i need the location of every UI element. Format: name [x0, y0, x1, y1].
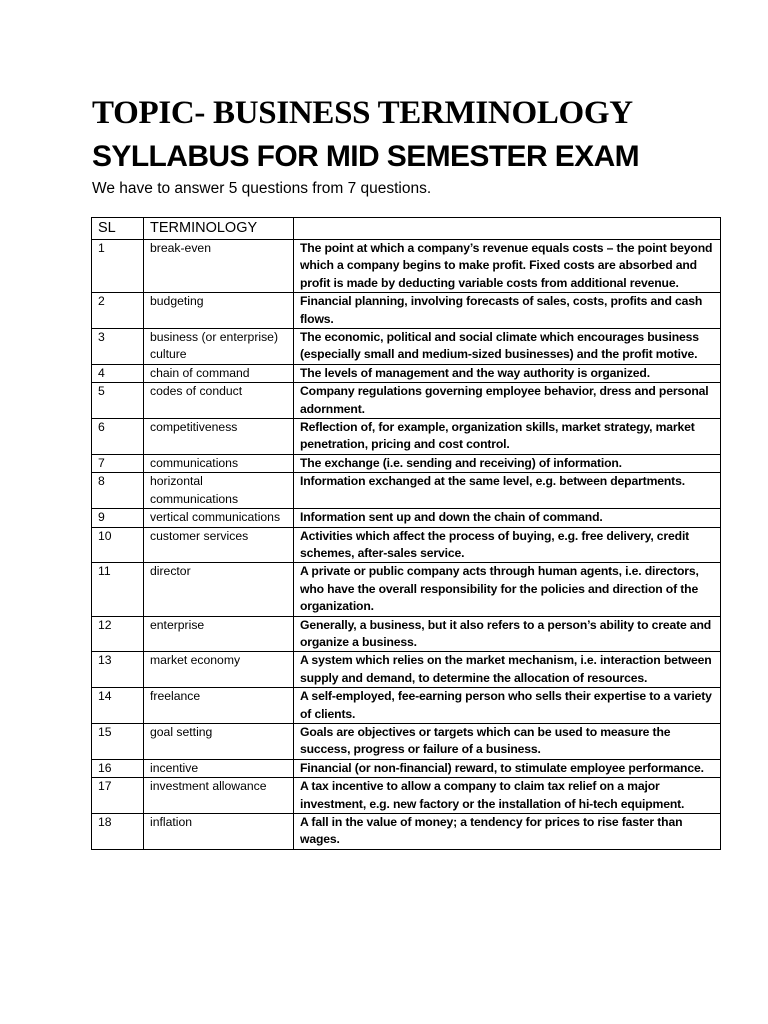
- table-row: [92, 778, 721, 814]
- term-cell: inflation: [144, 814, 294, 850]
- definition-cell: The exchange (i.e. sending and receiving) of information.: [294, 454, 721, 472]
- definition-cell: Company regulations governing employee behavior, dress and personal adornment.: [294, 383, 721, 419]
- term-cell: break-even: [144, 240, 294, 293]
- term-cell: customer services: [144, 527, 294, 563]
- row-number: 2: [92, 293, 144, 329]
- term-cell: business (or enterprise) culture: [144, 329, 294, 365]
- row-number: 14: [92, 688, 144, 724]
- table-row: [92, 293, 721, 329]
- definition-cell: Activities which affect the process of buying, e.g. free delivery, credit schemes, after-sales service.: [294, 527, 721, 563]
- definition-cell: The point at which a company’s revenue equals costs – the point beyond which a company begins to make profit. Fixed costs are absorbed and profit is made by deducting variable costs from additional revenue.: [294, 240, 721, 293]
- row-number: 9: [92, 509, 144, 527]
- term-cell: director: [144, 563, 294, 616]
- row-number: 13: [92, 652, 144, 688]
- row-number: 12: [92, 616, 144, 652]
- row-number: 17: [92, 778, 144, 814]
- row-number: 5: [92, 383, 144, 419]
- table-row: [92, 473, 721, 509]
- definition-cell: The economic, political and social climate which encourages business (especially small and medium-sized businesses) and the profit motive.: [294, 329, 721, 365]
- definition-cell: Generally, a business, but it also refers to a person’s ability to create and organize a business.: [294, 616, 721, 652]
- table-row: [92, 454, 721, 472]
- definition-cell: A self-employed, fee-earning person who sells their expertise to a variety of clients.: [294, 688, 721, 724]
- row-number: 15: [92, 723, 144, 759]
- definition-cell: Information exchanged at the same level, e.g. between departments.: [294, 473, 721, 509]
- row-number: 8: [92, 473, 144, 509]
- row-number: 16: [92, 759, 144, 777]
- definition-cell: Information sent up and down the chain of command.: [294, 509, 721, 527]
- term-cell: enterprise: [144, 616, 294, 652]
- row-number: 11: [92, 563, 144, 616]
- table-row: [92, 723, 721, 759]
- definition-cell: Reflection of, for example, organization skills, market strategy, market penetration, pricing and cost control.: [294, 419, 721, 455]
- definition-cell: Financial (or non-financial) reward, to stimulate employee performance.: [294, 759, 721, 777]
- table-row: [92, 688, 721, 724]
- term-cell: communications: [144, 454, 294, 472]
- column-header-definition: [294, 218, 721, 240]
- definition-cell: Financial planning, involving forecasts of sales, costs, profits and cash flows.: [294, 293, 721, 329]
- table-row: [92, 419, 721, 455]
- table-row: [92, 364, 721, 382]
- row-number: 18: [92, 814, 144, 850]
- definition-cell: A fall in the value of money; a tendency for prices to rise faster than wages.: [294, 814, 721, 850]
- instruction-note: We have to answer 5 questions from 7 questions.: [92, 180, 432, 197]
- row-number: 1: [92, 240, 144, 293]
- column-header-terminology: TERMINOLOGY: [144, 218, 294, 240]
- page-subtitle: SYLLABUS FOR MID SEMESTER EXAM: [92, 140, 640, 173]
- table-row: [92, 652, 721, 688]
- page-title: TOPIC- BUSINESS TERMINOLOGY: [92, 95, 633, 131]
- term-cell: freelance: [144, 688, 294, 724]
- table-header-row: [92, 218, 721, 240]
- table-body: [92, 240, 721, 850]
- definition-cell: A private or public company acts through human agents, i.e. directors, who have the overall responsibility for the policies and direction of the organization.: [294, 563, 721, 616]
- term-cell: competitiveness: [144, 419, 294, 455]
- term-cell: budgeting: [144, 293, 294, 329]
- term-cell: market economy: [144, 652, 294, 688]
- table-row: [92, 509, 721, 527]
- terminology-table: [91, 217, 721, 850]
- definition-cell: A tax incentive to allow a company to claim tax relief on a major investment, e.g. new factory or the installation of hi-tech equipment.: [294, 778, 721, 814]
- row-number: 10: [92, 527, 144, 563]
- table-row: [92, 383, 721, 419]
- term-cell: goal setting: [144, 723, 294, 759]
- row-number: 7: [92, 454, 144, 472]
- term-cell: codes of conduct: [144, 383, 294, 419]
- row-number: 3: [92, 329, 144, 365]
- term-cell: horizontal communications: [144, 473, 294, 509]
- definition-cell: The levels of management and the way authority is organized.: [294, 364, 721, 382]
- term-cell: vertical communications: [144, 509, 294, 527]
- table-row: [92, 329, 721, 365]
- table-row: [92, 616, 721, 652]
- row-number: 6: [92, 419, 144, 455]
- term-cell: investment allowance: [144, 778, 294, 814]
- table-row: [92, 759, 721, 777]
- term-cell: chain of command: [144, 364, 294, 382]
- column-header-sl: SL: [92, 218, 144, 240]
- table-row: [92, 814, 721, 850]
- table-row: [92, 527, 721, 563]
- term-cell: incentive: [144, 759, 294, 777]
- table-row: [92, 240, 721, 293]
- definition-cell: Goals are objectives or targets which can be used to measure the success, progress or failure of a business.: [294, 723, 721, 759]
- table-row: [92, 563, 721, 616]
- row-number: 4: [92, 364, 144, 382]
- definition-cell: A system which relies on the market mechanism, i.e. interaction between supply and demand, to determine the allocation of resources.: [294, 652, 721, 688]
